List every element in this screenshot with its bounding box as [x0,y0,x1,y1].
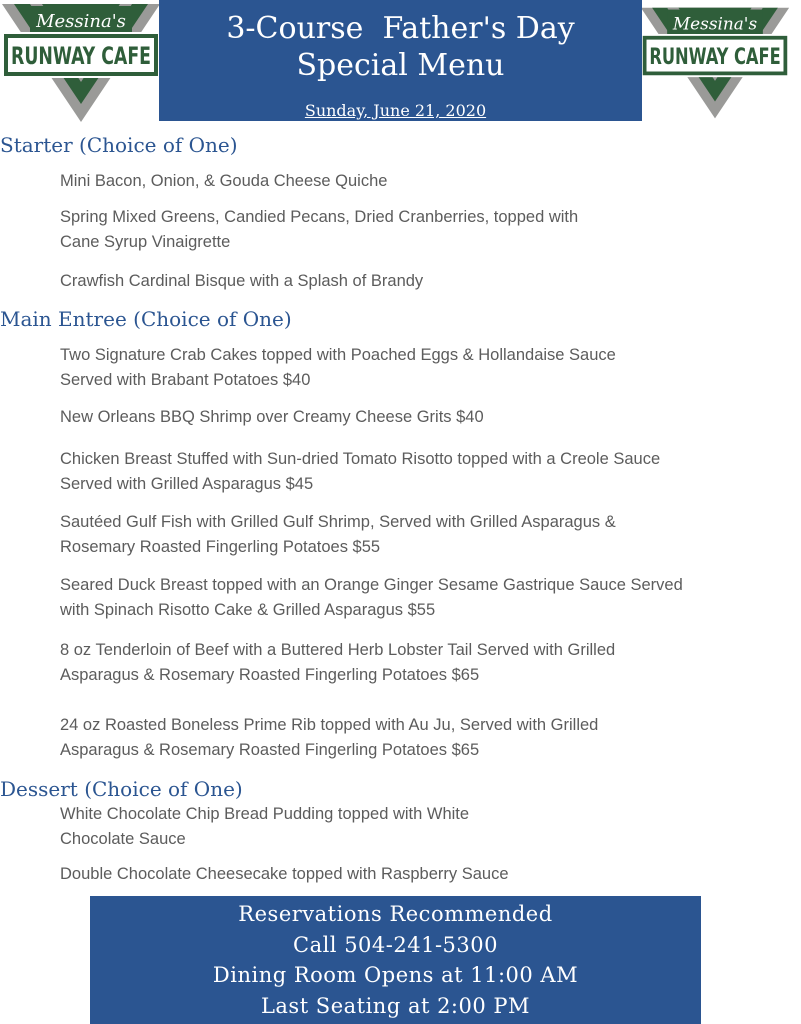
starter-item-3-line1: Crawfish Cardinal Bisque with a Splash of Brandy [60,272,424,290]
dessert-section-title: Dessert (Choice of One) [0,777,243,801]
main-item-2 [60,405,731,430]
footer-opening-time: Dining Room Opens at 11:00 AM [212,963,579,987]
main-item-3-line1: Chicken Breast Stuffed with Sun-dried Tomato Risotto topped with a Creole Sauce [60,450,661,468]
main-section-title: Main Entree (Choice of One) [0,307,292,331]
main-item-5 [60,573,731,623]
event-date: Sunday, June 21, 2020 [304,101,487,120]
title-line-2: Special Menu [296,48,505,83]
starter-item-2 [60,205,731,255]
menu-title [159,10,642,84]
main-item-2-line1: New Orleans BBQ Shrimp over Creamy Cheese Grits $40 [60,408,484,426]
main-item-4-line1: Sautéed Gulf Fish with Grilled Gulf Shrimp, Served with Grilled Asparagus & [60,513,616,531]
starter-item-1-line1: Mini Bacon, Onion, & Gouda Cheese Quiche [60,172,388,190]
main-item-5-line2: with Spinach Risotto Cake & Grilled Asparagus $55 [60,601,436,619]
main-item-7 [60,713,731,763]
main-item-4 [60,510,731,560]
footer-last-seating: Last Seating at 2:00 PM [260,993,531,1018]
starter-item-3 [60,269,731,294]
starter-item-2-line2: Cane Syrup Vinaigrette [60,233,231,251]
footer-phone: Call 504-241-5300 [293,932,498,957]
dessert-item-1-line1: White Chocolate Chip Bread Pudding topped with White [60,805,470,823]
title-line-1: 3-Course Father's Day [226,11,575,46]
footer-reservations: Reservations Recommended [238,902,553,926]
svg-text:RUNWAY CAFE: RUNWAY CAFE [11,42,151,70]
svg-text:Messina's: Messina's [36,11,126,32]
starter-item-2-line1: Spring Mixed Greens, Candied Pecans, Dried Cranberries, topped with [60,208,579,226]
main-item-1 [60,343,731,393]
main-item-5-line1: Seared Duck Breast topped with an Orange Ginger Sesame Gastrique Sauce Served [60,576,683,594]
starter-section-title: Starter (Choice of One) [0,133,238,157]
main-item-6-line2: Asparagus & Rosemary Roasted Fingerling Potatoes $65 [60,666,480,684]
main-item-6-line1: 8 oz Tenderloin of Beef with a Buttered Herb Lobster Tail Served with Grilled [60,641,616,659]
main-item-3-line2: Served with Grilled Asparagus $45 [60,475,314,493]
dessert-item-2-line1: Double Chocolate Cheesecake topped with Raspberry Sauce [60,865,509,883]
main-item-7-line2: Asparagus & Rosemary Roasted Fingerling Potatoes $65 [60,741,480,759]
dessert-item-2 [60,862,731,887]
main-item-4-line2: Rosemary Roasted Fingerling Potatoes $55 [60,538,381,556]
svg-text:Messina's: Messina's [672,13,758,34]
starter-item-1 [60,169,731,194]
reservation-footer [90,896,701,1024]
main-item-3 [60,447,731,497]
main-item-1-line1: Two Signature Crab Cakes topped with Poached Eggs & Hollandaise Sauce [60,346,616,364]
main-item-6 [60,638,731,688]
main-item-1-line2: Served with Brabant Potatoes $40 [60,371,311,389]
svg-text:RUNWAY CAFE: RUNWAY CAFE [649,43,781,70]
dessert-item-1 [60,802,731,852]
dessert-item-1-line2: Chocolate Sauce [60,830,186,848]
main-item-7-line1: 24 oz Roasted Boneless Prime Rib topped with Au Ju, Served with Grilled [60,716,599,734]
